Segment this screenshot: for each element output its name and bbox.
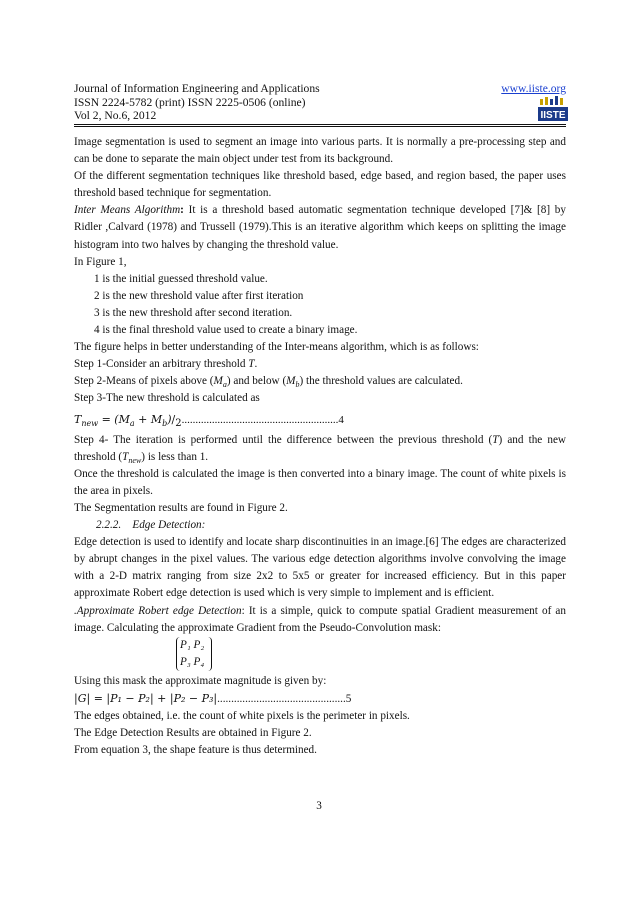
list-item: 3 is the new threshold after second iteration. <box>94 306 293 319</box>
paragraph: The figure helps in better understanding of the Inter-means algorithm, which is as follows: <box>74 341 479 354</box>
step-2: Step 2-Means of pixels above $(M_a)$ and below $(M_b)$ the threshold values are calculated. <box>74 375 463 390</box>
paragraph: The Edge Detection Results are obtained in Figure 2. <box>74 727 312 739</box>
section-heading: 2.2.2. Edge Detection: <box>96 519 206 532</box>
svg-text:IISTE: IISTE <box>540 110 566 121</box>
page-number: 3 <box>316 800 322 812</box>
volume-line: Vol 2, No.6, 2012 <box>74 109 157 123</box>
header-rule <box>74 124 566 127</box>
step-4: Step 4- The iteration is performed until the difference between the previous threshold (T) and the new threshold $(T_{new})$ is less than 1. <box>74 433 567 465</box>
equation-5: |G| = |P₁ − P₂| + |P₂ − P₃|..............................................5 <box>74 691 352 705</box>
step-3: Step 3-The new threshold is calculated as <box>74 392 260 405</box>
equation-4: $T_{new} = (M_a + M_b)/_2.........................................................4$ <box>74 412 344 429</box>
term-label: Inter Means Algorithm <box>74 204 181 217</box>
paragraph: Of the different segmentation techniques like threshold based, edge based, and region based, the paper uses threshold based technique for segmentation. <box>74 170 566 200</box>
paragraph: The edges obtained, i.e. the count of white pixels is the perimeter in pixels. <box>74 709 410 722</box>
paragraph: .Approximate Robert edge Detection: It is a simple, quick to compute spatial Gradient measurement of an image. Calculating the approximate Gradient from the Pseudo-Convolution mask: <box>74 604 566 634</box>
article-body <box>74 134 566 759</box>
list-item: 4 is the final threshold value used to create a binary image. <box>94 324 358 337</box>
paragraph: Once the threshold is calculated the image is then converted into a binary image. The count of white pixels is the area in pixels. <box>74 467 566 497</box>
term-label: .Approximate Robert edge Detection <box>74 604 242 617</box>
paragraph: In Figure 1, <box>74 255 127 268</box>
paragraph: Edge detection is used to identify and locate sharp discontinuities in an image.[6] The edges are characterized by abrupt changes in the pixel values. The various edge detection algorithms involve convolving the image with a 2-D matrix ranging from size 2x2 to 5x5 or greater for increased efficiency. But in this paper approximate Robert edge detection is used which is very simple to implement and is efficient. <box>74 536 566 600</box>
running-header <box>74 82 566 123</box>
convolution-mask <box>74 637 566 673</box>
paragraph: Inter Means Algorithm: It is a threshold based automatic segmentation technique developed [7]& [8] by Ridler ,Calvard (1978) and Trussell (1979).This is an iterative algorithm which keeps on splitting the image histogram into two halves by changing the threshold value. <box>74 204 566 251</box>
step-1: Step 1-Consider an arbitrary threshold T. <box>74 358 258 371</box>
list-item: 2 is the new threshold value after first iteration <box>94 289 304 302</box>
paragraph: The Segmentation results are found in Figure 2. <box>74 501 288 514</box>
mask-row-2: P₃ P₄ <box>180 655 205 668</box>
journal-url-link[interactable]: www.iiste.org <box>501 82 566 95</box>
paragraph: From equation 3, the shape feature is thus determined. <box>74 744 317 757</box>
iiste-logo <box>538 96 568 122</box>
paragraph: Image segmentation is used to segment an image into various parts. It is normally a pre-processing step and can be done to separate the main object under test from its background. <box>74 136 566 166</box>
journal-name: Journal of Information Engineering and Applications <box>74 82 320 95</box>
paragraph: Using this mask the approximate magnitude is given by: <box>74 674 327 687</box>
issn-line: ISSN 2224-5782 (print) ISSN 2225-0506 (online) <box>74 95 306 109</box>
list-item: 1 is the initial guessed threshold value. <box>94 272 268 285</box>
mask-row-1: P₁ P₂ <box>180 638 205 651</box>
